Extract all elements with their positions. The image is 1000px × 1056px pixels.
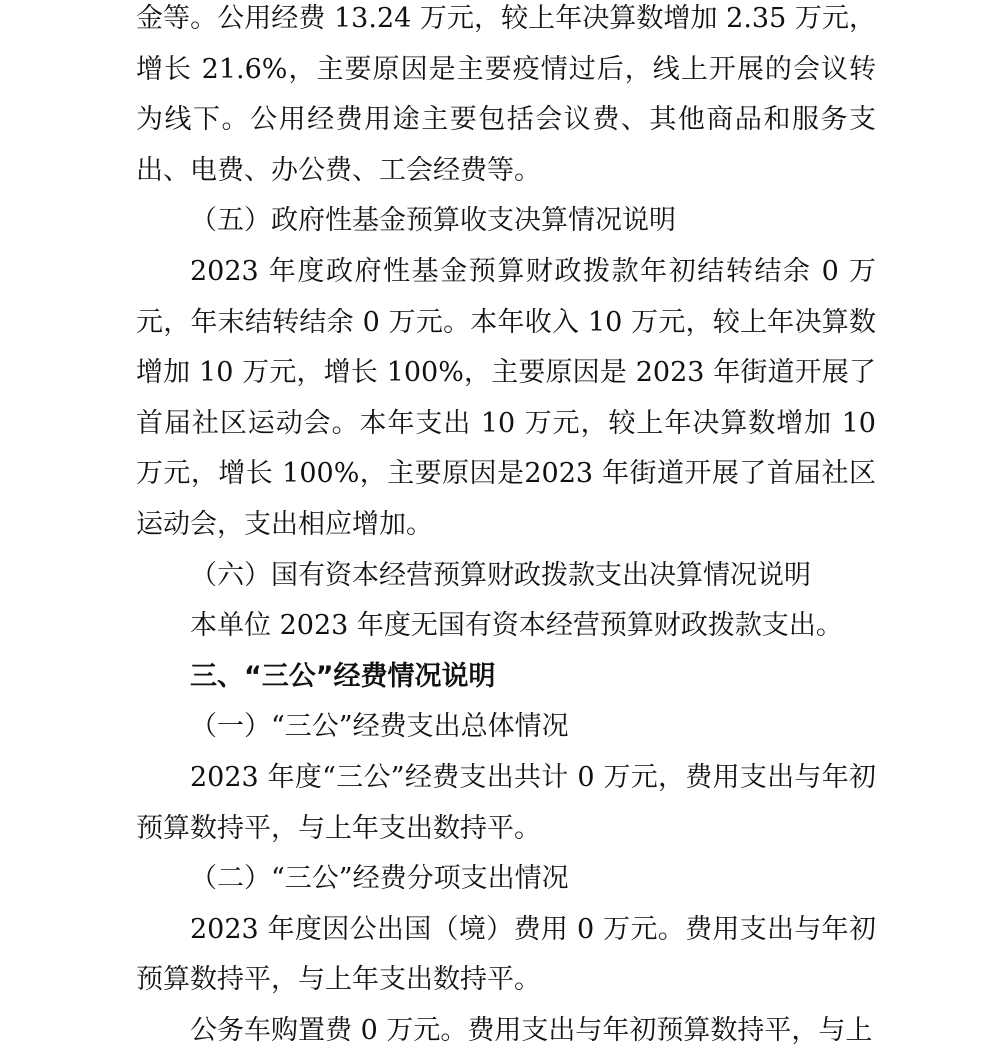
heading-state-capital: （六）国有资本经营预算财政拨款支出决算情况说明 [190, 559, 811, 591]
heading-three-public-items: （二）“三公”经费分项支出情况 [190, 863, 569, 895]
heading-three-public-overall: （一）“三公”经费支出总体情况 [190, 711, 569, 743]
heading-three-public: 三、“三公”经费情况说明 [190, 660, 496, 692]
paragraph-public-expenses: 金等。公用经费 13.24 万元，较上年决算数增加 2.35 万元，增长 21.6%，主要原因是主要疫情过后，线上开展的会议转为线下。公用经费用途主要包括会议费、其他商品和服务支出、电费、办公费、工会经费等。 [136, 3, 876, 186]
paragraph-government-fund: 2023 年度政府性基金预算财政拨款年初结转结余 0 万元，年末结转结余 0 万元。本年收入 10 万元，较上年决算数增加 10 万元，增长 100%，主要原因是 2023 年街道开展了首届社区运动会。本年支出 10 万元，较上年决算数增加 10 万元，增长 100%，主要原因是2023 年街道开展了首届社区运动会，支出相应增加。 [136, 255, 876, 540]
paragraph-overseas-travel: 2023 年度因公出国（境）费用 0 万元。费用支出与年初预算数持平，与上年支出数持平。 [136, 913, 876, 996]
paragraph-vehicle-purchase: 公务车购置费 0 万元。费用支出与年初预算数持平，与上 [190, 1014, 873, 1046]
heading-government-fund: （五）政府性基金预算收支决算情况说明 [190, 205, 676, 237]
paragraph-three-public-overall: 2023 年度“三公”经费支出共计 0 万元，费用支出与年初预算数持平，与上年支出数持平。 [136, 761, 876, 844]
paragraph-state-capital: 本单位 2023 年度无国有资本经营预算财政拨款支出。 [190, 610, 843, 642]
document-page [136, 0, 876, 1056]
